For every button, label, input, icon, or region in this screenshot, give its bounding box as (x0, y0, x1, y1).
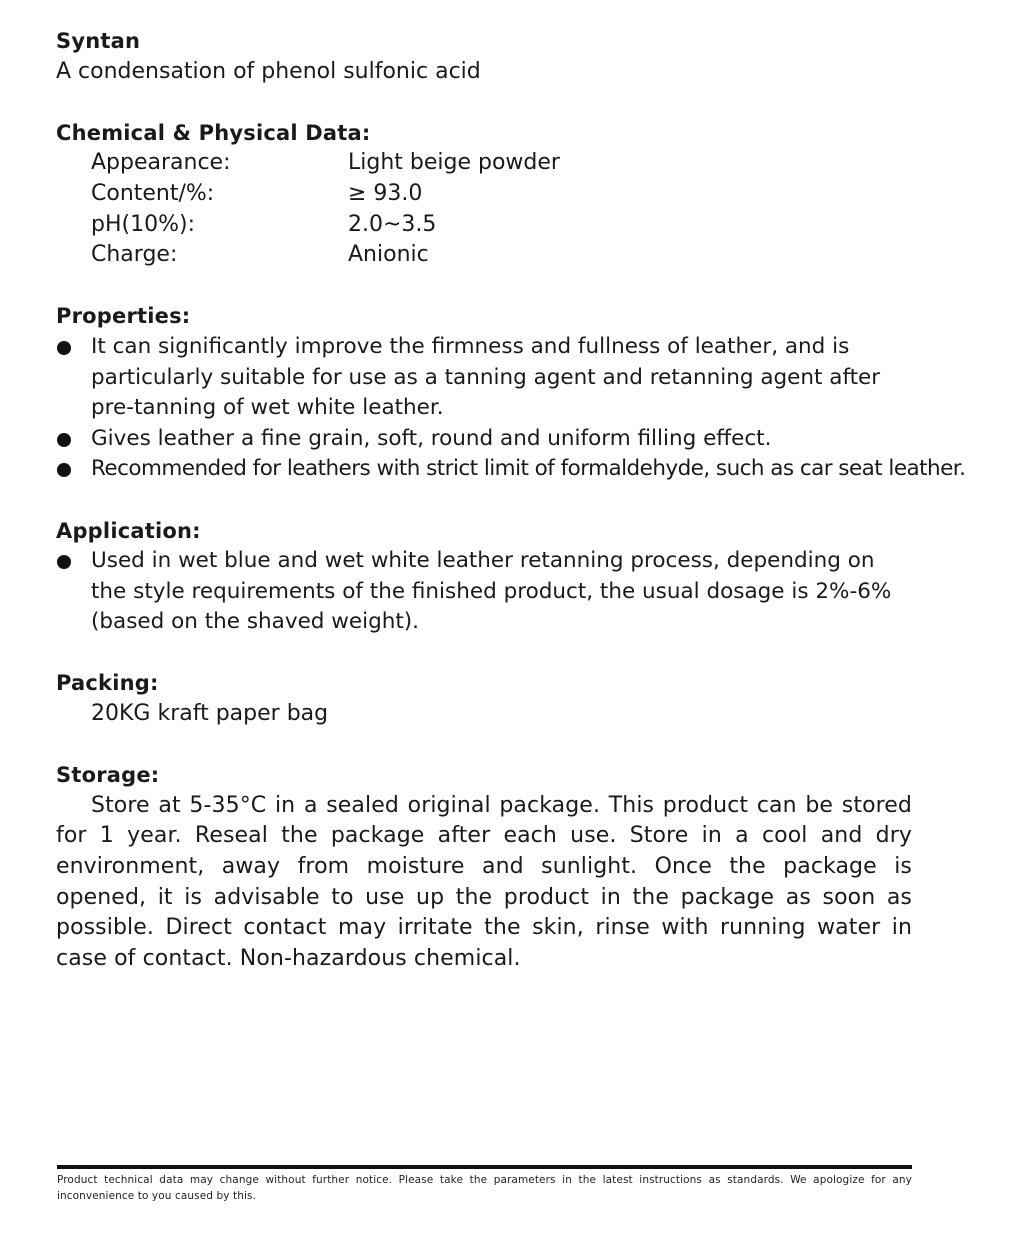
footer-divider (57, 1165, 912, 1169)
spacer (56, 638, 912, 669)
properties-heading: Properties: (56, 304, 191, 329)
chem-label: Content/%: (91, 180, 215, 206)
chem-row-content (56, 179, 912, 210)
chem-label: Charge: (91, 242, 178, 268)
application-item-1: Used in wet blue and wet white leather retanning process, depending on the style requirements of the finished product, the usual dosage is 2%-6% (based on the shaved weight). (56, 546, 912, 638)
properties-item-2: Gives leather a fine grain, soft, round and uniform filling effect. (56, 424, 912, 455)
product-name: Syntan (56, 29, 141, 53)
packing-text: 20KG kraft paper bag (91, 701, 329, 727)
chem-label: Appearance: (91, 150, 231, 176)
chem-row-charge (56, 240, 912, 271)
properties-item-1: It can significantly improve the firmness and fullness of leather, and is particularly suitable for use as a tanning agent and retanning agent after pre-tanning of wet white leather. (56, 332, 912, 424)
datasheet (56, 26, 966, 974)
chem-value: Anionic (348, 242, 429, 268)
product-description: A condensation of phenol sulfonic acid (56, 58, 481, 84)
chemical-physical-heading: Chemical & Physical Data: (56, 120, 371, 145)
chem-value: Light beige powder (348, 150, 560, 176)
spacer (56, 485, 912, 516)
spacer (56, 730, 912, 761)
chem-value: ≥ 93.0 (348, 180, 423, 206)
storage-text: Store at 5-35°C in a sealed original package. This product can be stored for 1 year. Reseal the package after each use. Store in a cool and dry environment, away from moisture and sunlight. Once the package is opened, it is advisable to use up the product in the package as soon as possible. Direct contact may irritate the skin, rinse with running water in case of contact. Non-hazardous chemical. (56, 792, 912, 971)
chem-value: 2.0~3.5 (348, 211, 437, 237)
packing-heading: Packing: (56, 671, 159, 696)
properties-item-3: Recommended for leathers with strict limit of formaldehyde, such as car seat leather. (56, 454, 912, 485)
storage-heading: Storage: (56, 763, 160, 788)
chem-row-ph (56, 210, 912, 241)
spacer (56, 271, 912, 302)
chem-row-appearance (56, 148, 912, 179)
footer-disclaimer: Product technical data may change without further notice. Please take the parameters in the latest instructions as standards. We apologize for any inconvenience to you caused by this. (57, 1174, 912, 1202)
spacer (56, 87, 912, 118)
chem-label: pH(10%): (91, 211, 195, 237)
application-heading: Application: (56, 518, 201, 543)
